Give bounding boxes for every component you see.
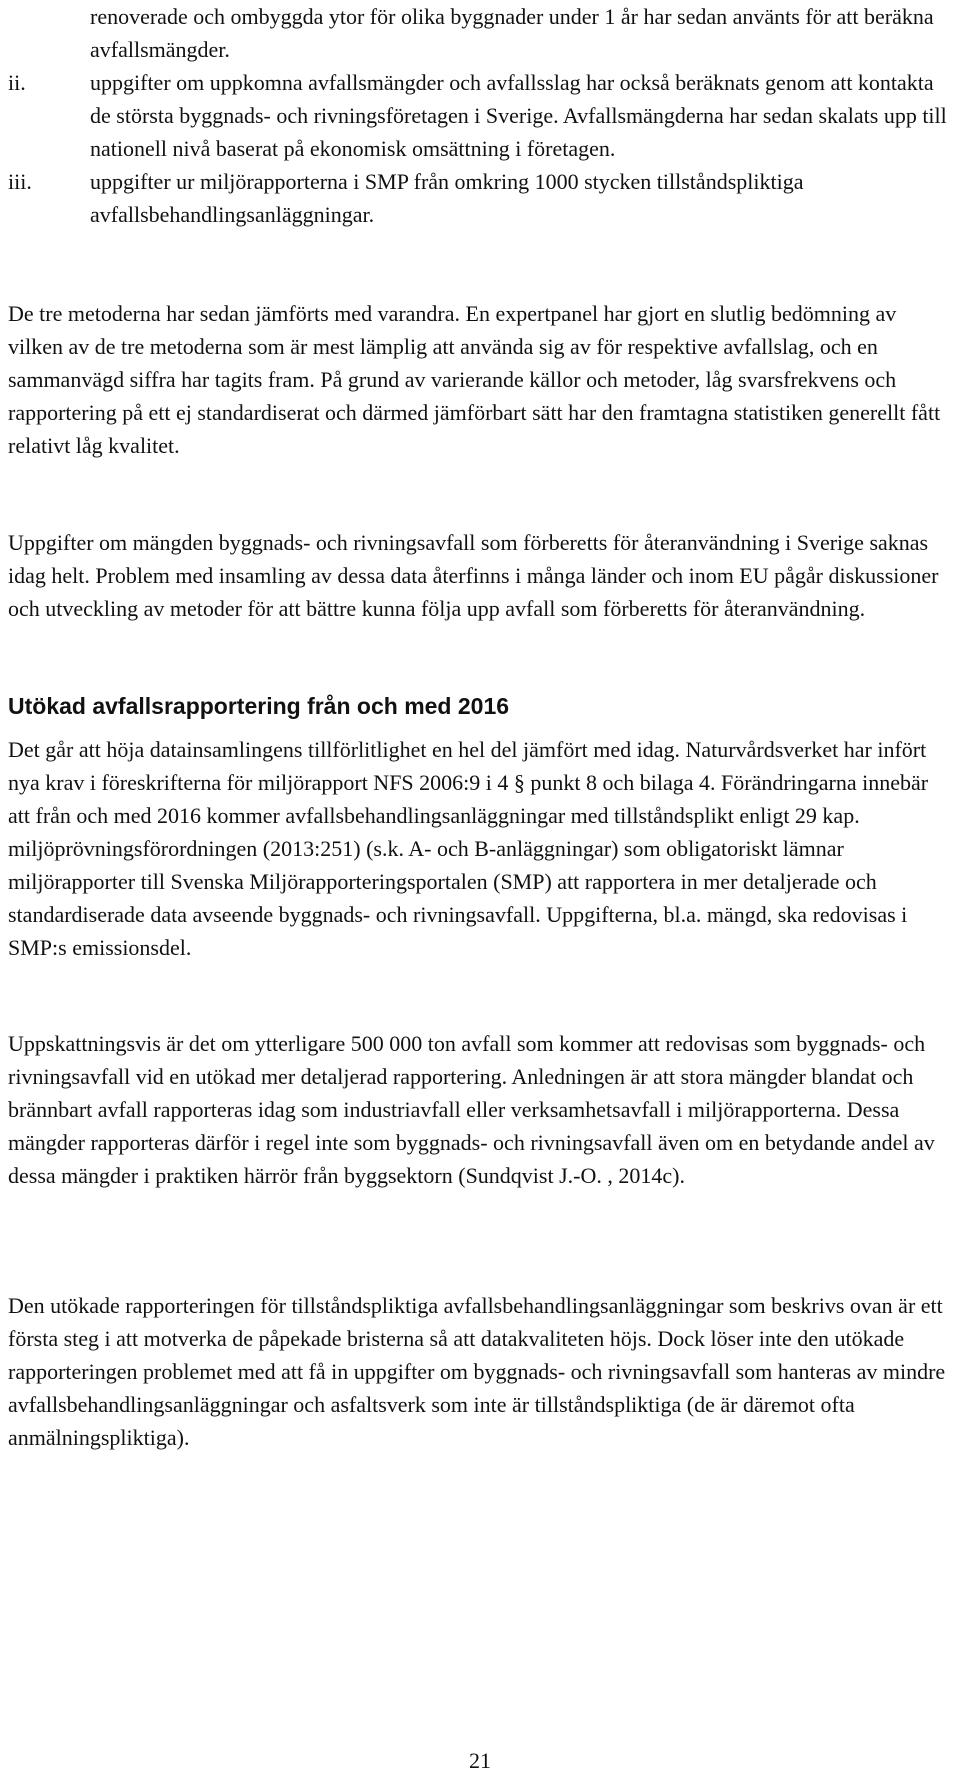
list-item	[8, 165, 948, 231]
paragraph-extended-reporting: Det går att höja datainsamlingens tillförlitlighet en hel del jämfört med idag. Naturvårdsverket har infört nya krav i föreskrifterna för miljörapport NFS 2006:9 i 4 § punkt 8 och bilaga 4. Förändringarna innebär att från och med 2016 kommer avfallsbehandlingsanläggningar med tillståndsplikt enligt 29 kap. miljöprövningsförordningen (2013:251) (s.k. A- och B-anläggningar) som obligatoriskt lämnar miljörapporter till Svenska Miljörapporteringsportalen (SMP) att rapportera in mer detaljerade och standardiserade data avseende byggnads- och rivningsavfall. Uppgifterna, bl.a. mängd, ska redovisas i SMP:s emissionsdel.	[8, 737, 929, 960]
list-item-text: uppgifter ur miljörapporterna i SMP från omkring 1000 stycken tillståndspliktiga avfallsbehandlingsanläggningar.	[90, 169, 804, 227]
page-number: 21	[469, 1748, 491, 1773]
section-heading: Utökad avfallsrapportering från och med 2016	[8, 693, 510, 719]
list-item	[8, 66, 948, 165]
list-item	[8, 0, 948, 66]
paragraph-conclusion: Den utökade rapporteringen för tillståndspliktiga avfallsbehandlingsanläggningar som beskrivs ovan är ett första steg i att motverka de påpekade bristerna så att datakvaliteten höjs. Dock löser inte den utökade rapporteringen problemet med att få in uppgifter om byggnads- och rivningsavfall som hanteras av mindre avfallsbehandlingsanläggningar och asfaltsverk som inte är tillståndspliktiga (de är däremot ofta anmälningspliktiga).	[8, 1293, 946, 1450]
list-item-text: uppgifter om uppkomna avfallsmängder och avfallsslag har också beräknats genom att kontakta de största byggnads- och rivningsföretagen i Sverige. Avfallsmängderna har sedan skalats upp till nationell nivå baserat på ekonomisk omsättning i företagen.	[90, 70, 947, 161]
paragraph-reuse-data: Uppgifter om mängden byggnads- och rivningsavfall som förberetts för återanvändning i Sverige saknas idag helt. Problem med insamling av dessa data återfinns i många länder och inom EU pågår diskussioner och utveckling av metoder för att bättre kunna följa upp avfall som förberetts för återanvändning.	[8, 530, 939, 621]
list-item-number: ii.	[8, 70, 26, 95]
list-item-number: iii.	[8, 169, 32, 194]
numbered-list	[8, 0, 948, 231]
paragraph-estimate: Uppskattningsvis är det om ytterligare 500 000 ton avfall som kommer att redovisas som byggnads- och rivningsavfall vid en utökad mer detaljerad rapportering. Anledningen är att stora mängder blandat och brännbart avfall rapporteras idag som industriavfall eller verksamhetsavfall i miljörapporterna. Dessa mängder rapporteras därför i regel inte som byggnads- och rivningsavfall även om en betydande andel av dessa mängder i praktiken härrör från byggsektorn (Sundqvist J.-O. , 2014c).	[8, 1031, 935, 1188]
list-item-text: renoverade och ombyggda ytor för olika byggnader under 1 år har sedan använts för att beräkna avfallsmängder.	[90, 4, 934, 62]
paragraph-methods-comparison: De tre metoderna har sedan jämförts med varandra. En expertpanel har gjort en slutlig bedömning av vilken av de tre metoderna som är mest lämplig att använda sig av för respektive avfallslag, och en sammanvägd siffra har tagits fram. På grund av varierande källor och metoder, låg svarsfrekvens och rapportering på ett ej standardiserat och därmed jämförbart sätt har den framtagna statistiken generellt fått relativt låg kvalitet.	[8, 301, 941, 458]
